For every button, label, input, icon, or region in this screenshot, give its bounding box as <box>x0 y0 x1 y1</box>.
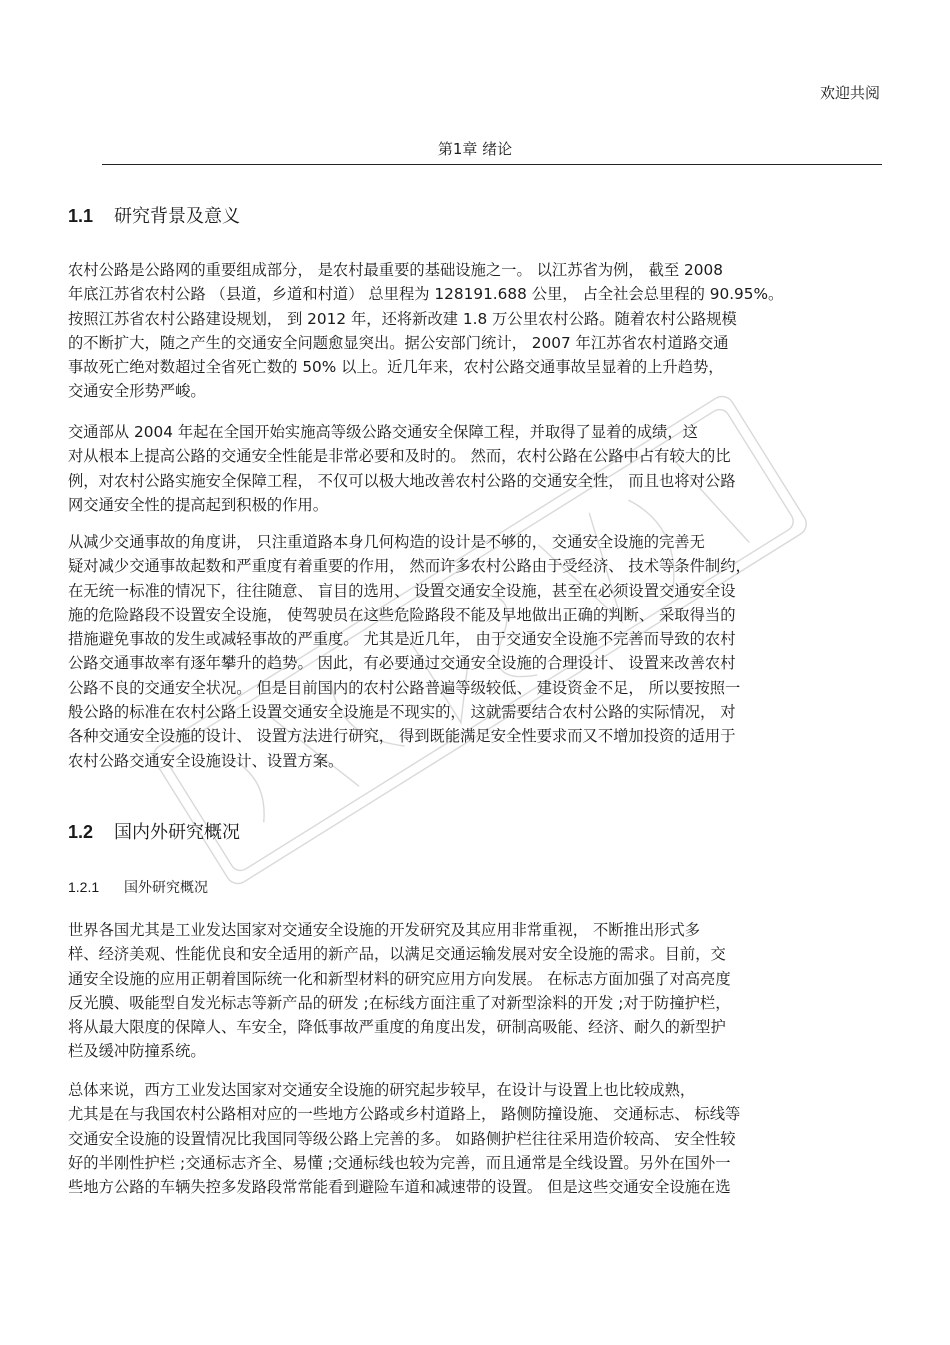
section-heading-1-1 <box>68 202 240 228</box>
section-title: 研究背景及意义 <box>114 206 240 227</box>
subsection-number: 1.2.1 <box>68 879 100 895</box>
text-line: 对从根本上提高公路的交通安全性能是非常必要和及时的。 然而，农村公路在公路中占有较大的比 <box>68 447 731 466</box>
text-line: 交通安全设施的设置情况比我国同等级公路上完善的多。 如路侧护栏往往采用造价较高、 安全性较 <box>68 1129 736 1148</box>
text-line: 世界各国尤其是工业发达国家对交通安全设施的开发研究及其应用非常重视， 不断推出形式多 <box>68 921 701 939</box>
paragraph-1-1-b <box>68 420 888 517</box>
text-line: 样、经济美观、性能优良和安全适用的新产品，以满足交通运输发展对安全设施的需求。目前，交 <box>68 945 726 964</box>
section-title: 国内外研究概况 <box>114 822 240 843</box>
text-line: 在无统一标准的情况下，往往随意、 盲目的选用、 设置交通安全设施，甚至在必须设置交通安全设 <box>68 581 736 600</box>
text-line: 交通部从 2004 年起在全国开始实施高等级公路交通安全保障工程，并取得了显着的成绩，这 <box>68 423 698 441</box>
text-line: 例，对农村公路实施安全保障工程， 不仅可以极大地改善农村公路的交通安全性， 而且也将对公路 <box>68 471 736 490</box>
text-line: 措施避免事故的发生或减轻事故的严重度。 尤其是近几年， 由于交通安全设施不完善而导致的农村 <box>68 630 736 649</box>
text-line: 公路不良的交通安全状况。 但是目前国内的农村公路普遍等级较低、 建设资金不足， 所以要按照一 <box>68 678 741 697</box>
text-line: 事故死亡绝对数超过全省死亡数的 50% 以上。近几年来，农村公路交通事故呈显着的上升趋势， <box>68 358 724 377</box>
text-line: 农村公路交通安全设施设计、设置方案。 <box>68 751 344 770</box>
text-line: 好的半刚性护栏 ;交通标志齐全、易懂 ;交通标线也较为完善，而且通常是全线设置。另外在国外一 <box>68 1153 731 1172</box>
paragraph-1-1-a <box>68 258 888 404</box>
text-line: 按照江苏省农村公路建设规划， 到 2012 年，还将新改建 1.8 万公里农村公路。随着农村公路规模 <box>68 309 737 328</box>
subsection-title: 国外研究概况 <box>124 880 208 896</box>
text-line: 公路交通事故率有逐年攀升的趋势。 因此，有必要通过交通安全设施的合理设计、 设置来改善农村 <box>68 654 736 673</box>
text-line: 栏及缓冲防撞系统。 <box>68 1042 206 1061</box>
text-line: 将从最大限度的保障人、车安全，降低事故严重度的角度出发，研制高吸能、经济、耐久的新型护 <box>68 1018 726 1037</box>
text-line: 尤其是在与我国农村公路相对应的一些地方公路或乡村道路上， 路侧防撞设施、 交通标志、 标线等 <box>68 1105 741 1124</box>
paragraph-1-2-1-a <box>68 918 888 1064</box>
text-line: 总体来说，西方工业发达国家对交通安全设施的研究起步较早，在设计与设置上也比较成熟， <box>68 1081 696 1099</box>
paragraph-1-2-1-b <box>68 1078 888 1199</box>
text-line: 农村公路是公路网的重要组成部分， 是农村最重要的基础设施之一。 以江苏省为例， 截至 2008 <box>68 261 723 279</box>
section-heading-1-2 <box>68 818 240 844</box>
section-number: 1.1 <box>68 206 94 226</box>
paragraph-1-1-c <box>68 530 888 773</box>
text-line: 反光膜、吸能型自发光标志等新产品的研发 ;在标线方面注重了对新型涂料的开发 ;对于防撞护栏， <box>68 993 731 1012</box>
text-line: 般公路的标准在农村公路上设置交通安全设施是不现实的， 这就需要结合农村公路的实际情况， 对 <box>68 703 736 722</box>
text-line: 些地方公路的车辆失控多发路段常常能看到避险车道和减速带的设置。 但是这些交通安全设施在选 <box>68 1178 731 1197</box>
text-line: 交通安全形势严峻。 <box>68 382 206 401</box>
text-line: 施的危险路段不设置安全设施， 使驾驶员在这些危险路段不能及早地做出正确的判断、 采取得当的 <box>68 605 736 624</box>
text-line: 从减少交通事故的角度讲， 只注重道路本身几何构造的设计是不够的， 交通安全设施的完善无 <box>68 533 705 551</box>
section-number: 1.2 <box>68 822 94 842</box>
text-line: 各种交通安全设施的设计、 设置方法进行研究， 得到既能满足安全性要求而又不增加投资的适用于 <box>68 727 736 746</box>
text-line: 疑对减少交通事故起数和严重度有着重要的作用， 然而许多农村公路由于受经济、 技术等条件制约， <box>68 557 751 576</box>
text-line: 网交通安全性的提高起到积极的作用。 <box>68 495 329 514</box>
text-line: 年底江苏省农村公路 （县道，乡道和村道） 总里程为 128191.688 公里， 占全社会总里程的 90.95%。 <box>68 285 784 304</box>
text-line: 通安全设施的应用正朝着国际统一化和新型材料的研究应用方向发展。 在标志方面加强了对高亮度 <box>68 969 731 988</box>
subsection-heading-1-2-1 <box>68 877 208 897</box>
page-header-note: 欢迎共阅 <box>819 84 880 102</box>
chapter-title: 第1章 绪论 <box>437 140 513 158</box>
header-rule <box>102 164 882 165</box>
text-line: 的不断扩大，随之产生的交通安全问题愈显突出。据公安部门统计， 2007 年江苏省农村道路交通 <box>68 333 729 352</box>
